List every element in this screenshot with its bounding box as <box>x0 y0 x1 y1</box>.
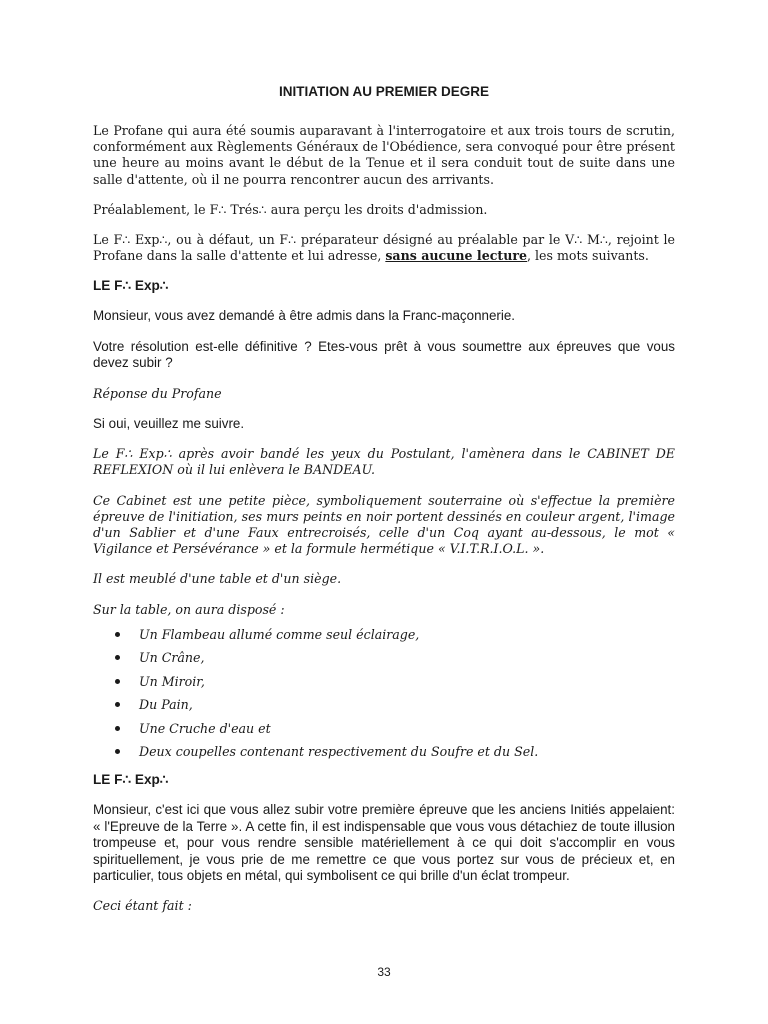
emphasis-no-reading: sans aucune lecture <box>385 248 528 264</box>
list-item <box>93 650 675 666</box>
bullet-icon <box>115 749 120 754</box>
speech-paragraph: Monsieur, c'est ici que vous allez subir votre première épreuve que les anciens Initiés appelaient: « l'Epreuve de la Terre ». A cette fin, il est indispensable que vous vous détachiez de toute illusion trompeuse et, pour vous rendre sensible matériellement à ce qui doit s'accomplir en vous spirituellement, je vous prie de me remettre ce que vous portez sur vous de précieux et, en particulier, tous objets en métal, qui symbolisent ce qui brille d'un éclat trompeur. <box>93 802 675 883</box>
speech-line: Monsieur, vous avez demandé à être admis dans la Franc-maçonnerie. <box>93 308 516 324</box>
list-item-text: Un Flambeau allumé comme seul éclairage, <box>139 626 420 642</box>
list-item <box>93 697 675 713</box>
list-item-text: Un Crâne, <box>139 650 205 666</box>
stage-direction: Réponse du Profane <box>93 385 222 401</box>
stage-direction: Ce Cabinet est une petite pièce, symboliquement souterraine où s'effectue la première épreuve de l'initiation, ses murs peints en noir portent dessinés en couleur argent, l'image d'un Sablier et d'une Faux entrecroisés, celle d'un Coq ayant au-dessous, le mot « Vigilance et Persévérance » et la formule hermétique « V.I.T.R.I.O.L. ». <box>93 492 675 557</box>
bullet-icon <box>115 702 120 707</box>
list-item <box>93 744 675 760</box>
expert-intro-text: Le F∴ Exp∴, ou à défaut, un F∴ préparateur désigné au préalable par le V∴ M∴, rejoint le Profane dans la salle d'attente et lui adresse, <box>93 232 675 264</box>
stage-direction: Sur la table, on aura disposé : <box>93 601 285 617</box>
speaker-heading: LE F∴ Exp∴ <box>93 278 169 294</box>
document-title: INITIATION AU PREMIER DEGRE <box>278 84 489 99</box>
bullet-icon <box>115 655 120 660</box>
speaker-heading: LE F∴ Exp∴ <box>93 772 169 788</box>
stage-direction: Il est meublé d'une table et d'un siège. <box>93 571 342 587</box>
page-number: 33 <box>377 965 391 979</box>
expert-intro-paragraph <box>93 232 675 264</box>
list-item-text: Deux coupelles contenant respectivement du Soufre et du Sel. <box>139 744 539 760</box>
list-item-text: Un Miroir, <box>139 673 205 689</box>
list-item <box>93 674 675 690</box>
stage-direction: Le F∴ Exp∴ après avoir bandé les yeux du Postulant, l'amènera dans le CABINET DE REFLEXION où il lui enlèvera le BANDEAU. <box>93 446 675 478</box>
list-item <box>93 627 675 643</box>
list-item-text: Une Cruche d'eau et <box>139 720 271 736</box>
expert-intro-end: , les mots suivants. <box>527 248 649 264</box>
intro-paragraph: Le Profane qui aura été soumis auparavant à l'interrogatoire et aux trois tours de scrutin, conformément aux Règlements Généraux de l'Obédience, sera convoqué pour être présent une heure au moins avant le début de la Tenue et il sera conduit tout de suite dans une salle d'attente, où il ne pourra rencontrer aucun des arrivants. <box>93 123 675 187</box>
list-item-text: Du Pain, <box>139 697 193 713</box>
list-item <box>93 721 675 737</box>
document-page <box>93 84 675 929</box>
items-list <box>93 627 675 761</box>
bullet-icon <box>115 679 120 684</box>
stage-direction: Ceci étant fait : <box>93 898 192 914</box>
bullet-icon <box>115 726 120 731</box>
bullet-icon <box>115 632 120 637</box>
admission-paragraph: Préalablement, le F∴ Trés∴ aura perçu les droits d'admission. <box>93 201 488 217</box>
speech-line: Si oui, veuillez me suivre. <box>93 415 245 431</box>
speech-question: Votre résolution est-elle définitive ? Etes-vous prêt à vous soumettre aux épreuves que vous devez subir ? <box>93 338 675 371</box>
